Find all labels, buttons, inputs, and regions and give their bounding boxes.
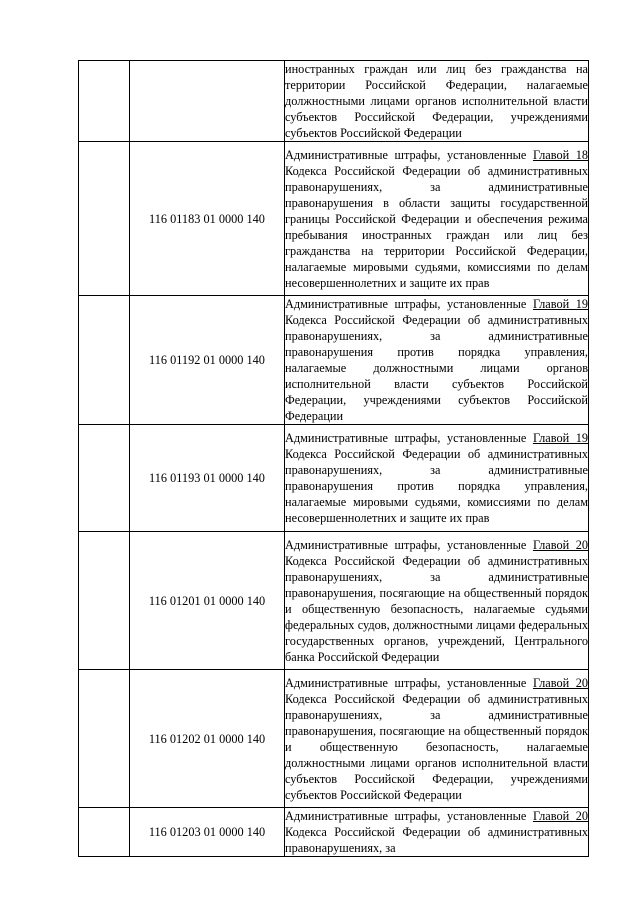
table-row xyxy=(79,808,589,857)
table-row xyxy=(79,142,589,296)
row-number-cell xyxy=(79,142,130,296)
chapter-link[interactable]: Главой 20 xyxy=(532,537,588,552)
row-number-cell xyxy=(79,532,130,670)
description-text: Административные штрафы, установленные xyxy=(285,537,533,552)
table-row xyxy=(79,425,589,532)
description-text: Административные штрафы, установленные xyxy=(285,809,533,823)
chapter-link[interactable]: Главой 20 xyxy=(532,809,588,823)
row-number-cell xyxy=(79,296,130,425)
code-cell: 116 01201 01 0000 140 xyxy=(130,532,285,670)
table-row xyxy=(79,61,589,142)
description-cell xyxy=(285,670,589,808)
row-number-cell xyxy=(79,425,130,532)
description-cell xyxy=(285,425,589,532)
table-row xyxy=(79,296,589,425)
chapter-link[interactable]: Главой 19 xyxy=(532,297,588,311)
description-text: Кодекса Российской Федерации об административных правонарушениях, за административные правонарушения против порядка управления, налагаемые мировыми судьями, комиссиями по делам несовершеннолетних и защите их прав xyxy=(285,447,588,525)
row-number-cell xyxy=(79,808,130,857)
code-cell xyxy=(130,61,285,142)
description-text: Административные штрафы, установленные xyxy=(285,297,533,311)
code-cell: 116 01202 01 0000 140 xyxy=(130,670,285,808)
chapter-link[interactable]: Главой 18 xyxy=(532,147,588,162)
code-cell: 116 01183 01 0000 140 xyxy=(130,142,285,296)
chapter-link[interactable]: Главой 19 xyxy=(532,431,588,445)
description-text: иностранных граждан или лиц без гражданства на территории Российской Федерации, налагаемые должностными лицами органов исполнительной власти субъектов Российской Федерации, учреждениями субъектов Российской Федерации xyxy=(285,62,588,140)
row-number-cell xyxy=(79,670,130,808)
table-row xyxy=(79,532,589,670)
description-text: Административные штрафы, установленные xyxy=(285,675,533,690)
description-text: Кодекса Российской Федерации об административных правонарушениях, за административные правонарушения, посягающие на общественный порядок и общественную безопасность, налагаемые судьями федеральных судов, должностными лицами федеральных государственных органов, учреждений, Центрального банка Российской Федерации xyxy=(285,553,588,664)
description-cell xyxy=(285,142,589,296)
description-text: Кодекса Российской Федерации об административных правонарушениях, за административные правонарушения в области защиты государственной границы Российской Федерации и обеспечения режима пребывания иностранных граждан или лиц без гражданства на территории Российской Федерации, налагаемые мировыми судьями, комиссиями по делам несовершеннолетних и защите их прав xyxy=(285,163,588,290)
description-text: Административные штрафы, установленные xyxy=(285,431,533,445)
description-text: Кодекса Российской Федерации об административных правонарушениях, за административные правонарушения, посягающие на общественный порядок и общественную безопасность, налагаемые должностными лицами органов исполнительной власти субъектов Российской Федерации, учреждениями субъектов Российской Федерации xyxy=(285,691,588,802)
chapter-link[interactable]: Главой 20 xyxy=(532,675,588,690)
code-cell: 116 01203 01 0000 140 xyxy=(130,808,285,857)
budget-codes-table xyxy=(78,60,589,857)
description-text: Административные штрафы, установленные xyxy=(285,147,533,162)
description-text: Кодекса Российской Федерации об административных правонарушениях, за xyxy=(285,825,588,855)
description-cell xyxy=(285,808,589,857)
description-cell xyxy=(285,61,589,142)
code-cell: 116 01193 01 0000 140 xyxy=(130,425,285,532)
code-cell: 116 01192 01 0000 140 xyxy=(130,296,285,425)
description-cell xyxy=(285,296,589,425)
description-text: Кодекса Российской Федерации об административных правонарушениях, за административные правонарушения против порядка управления, налагаемые должностными лицами органов исполнительной власти субъектов Российской Федерации, учреждениями субъектов Российской Федерации xyxy=(285,313,588,423)
description-cell xyxy=(285,532,589,670)
table-row xyxy=(79,670,589,808)
row-number-cell xyxy=(79,61,130,142)
